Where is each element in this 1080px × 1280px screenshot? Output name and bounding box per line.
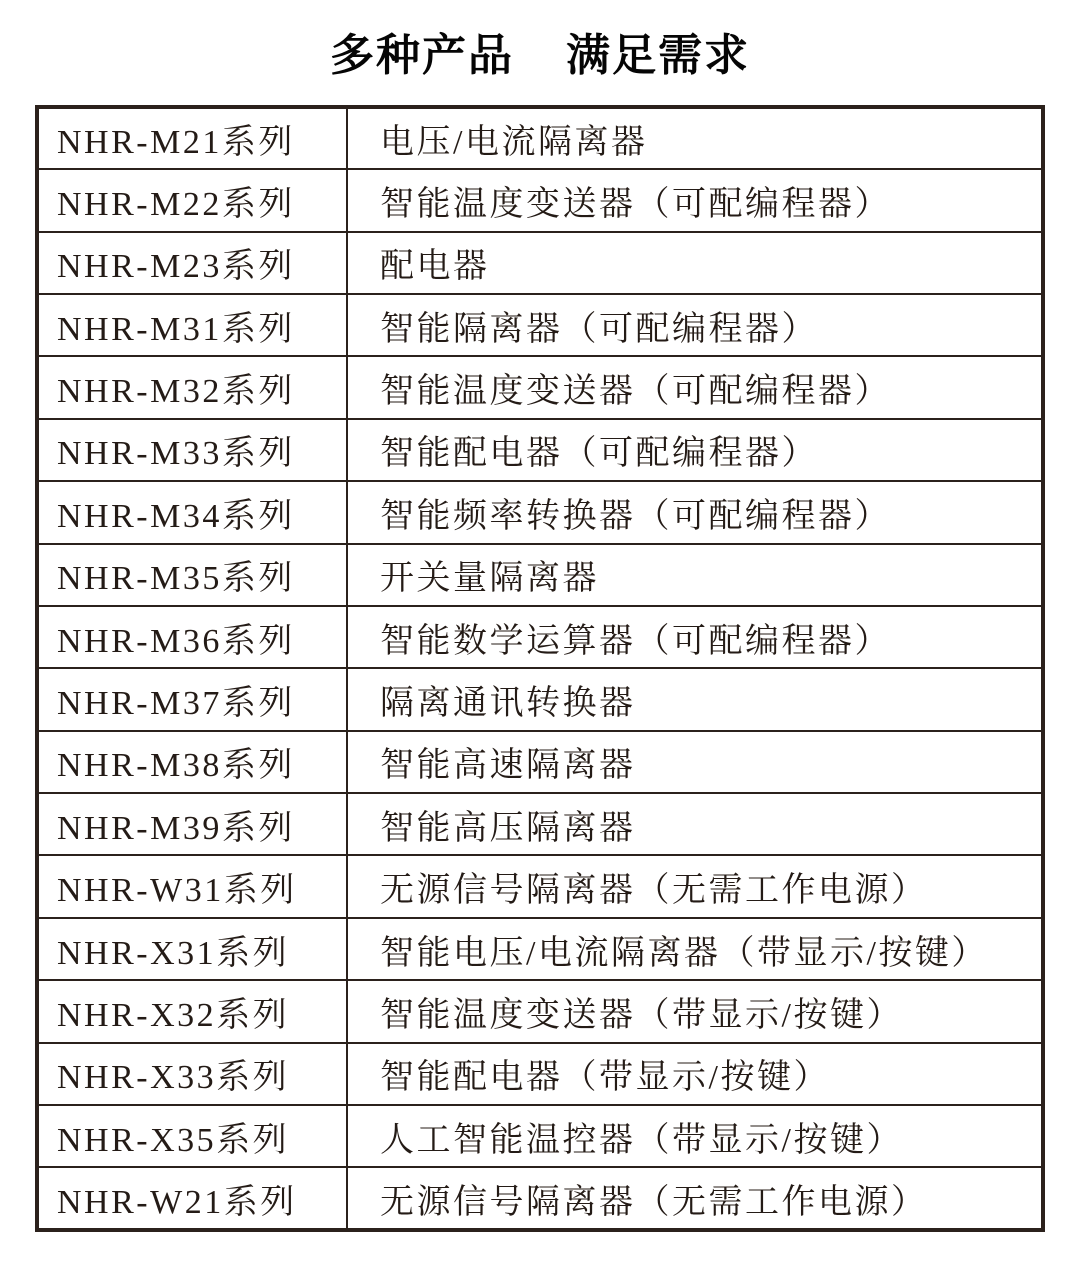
- table-row: [37, 731, 1043, 793]
- description-cell: 智能温度变送器（可配编程器）: [347, 169, 1043, 231]
- description-cell: 智能频率转换器（可配编程器）: [347, 481, 1043, 543]
- description-cell: 智能高速隔离器: [347, 731, 1043, 793]
- series-cell: NHR-M39系列: [37, 793, 347, 855]
- description-cell: 隔离通讯转换器: [347, 668, 1043, 730]
- description-cell: 智能配电器（可配编程器）: [347, 419, 1043, 481]
- description-cell: 智能数学运算器（可配编程器）: [347, 606, 1043, 668]
- table-row: [37, 793, 1043, 855]
- series-cell: NHR-M23系列: [37, 232, 347, 294]
- series-cell: NHR-M22系列: [37, 169, 347, 231]
- series-cell: NHR-X31系列: [37, 918, 347, 980]
- table-row: [37, 232, 1043, 294]
- table-row: [37, 1043, 1043, 1105]
- product-table-body: [37, 107, 1043, 1230]
- series-cell: NHR-W31系列: [37, 855, 347, 917]
- table-row: [37, 356, 1043, 418]
- series-cell: NHR-M33系列: [37, 419, 347, 481]
- series-cell: NHR-M34系列: [37, 481, 347, 543]
- product-table: [35, 105, 1045, 1232]
- table-row: [37, 855, 1043, 917]
- series-cell: NHR-M35系列: [37, 544, 347, 606]
- description-cell: 智能温度变送器（可配编程器）: [347, 356, 1043, 418]
- description-cell: 配电器: [347, 232, 1043, 294]
- table-row: [37, 980, 1043, 1042]
- description-cell: 智能配电器（带显示/按键）: [347, 1043, 1043, 1105]
- table-row: [37, 481, 1043, 543]
- page-title-left: 多种产品: [330, 31, 514, 80]
- table-row: [37, 107, 1043, 169]
- series-cell: NHR-M37系列: [37, 668, 347, 730]
- description-cell: 开关量隔离器: [347, 544, 1043, 606]
- table-row: [37, 606, 1043, 668]
- table-row: [37, 1105, 1043, 1167]
- page-title-right: 满足需求: [566, 31, 750, 80]
- table-row: [37, 918, 1043, 980]
- table-row: [37, 544, 1043, 606]
- description-cell: 无源信号隔离器（无需工作电源）: [347, 1167, 1043, 1229]
- description-cell: 人工智能温控器（带显示/按键）: [347, 1105, 1043, 1167]
- series-cell: NHR-M38系列: [37, 731, 347, 793]
- table-row: [37, 668, 1043, 730]
- description-cell: 无源信号隔离器（无需工作电源）: [347, 855, 1043, 917]
- series-cell: NHR-X33系列: [37, 1043, 347, 1105]
- series-cell: NHR-X35系列: [37, 1105, 347, 1167]
- table-row: [37, 294, 1043, 356]
- table-row: [37, 169, 1043, 231]
- series-cell: NHR-M31系列: [37, 294, 347, 356]
- description-cell: 电压/电流隔离器: [347, 107, 1043, 169]
- description-cell: 智能高压隔离器: [347, 793, 1043, 855]
- table-row: [37, 1167, 1043, 1229]
- description-cell: 智能隔离器（可配编程器）: [347, 294, 1043, 356]
- description-cell: 智能温度变送器（带显示/按键）: [347, 980, 1043, 1042]
- series-cell: NHR-M21系列: [37, 107, 347, 169]
- series-cell: NHR-M32系列: [37, 356, 347, 418]
- page-title: [0, 30, 1080, 83]
- description-cell: 智能电压/电流隔离器（带显示/按键）: [347, 918, 1043, 980]
- series-cell: NHR-X32系列: [37, 980, 347, 1042]
- series-cell: NHR-M36系列: [37, 606, 347, 668]
- series-cell: NHR-W21系列: [37, 1167, 347, 1229]
- table-row: [37, 419, 1043, 481]
